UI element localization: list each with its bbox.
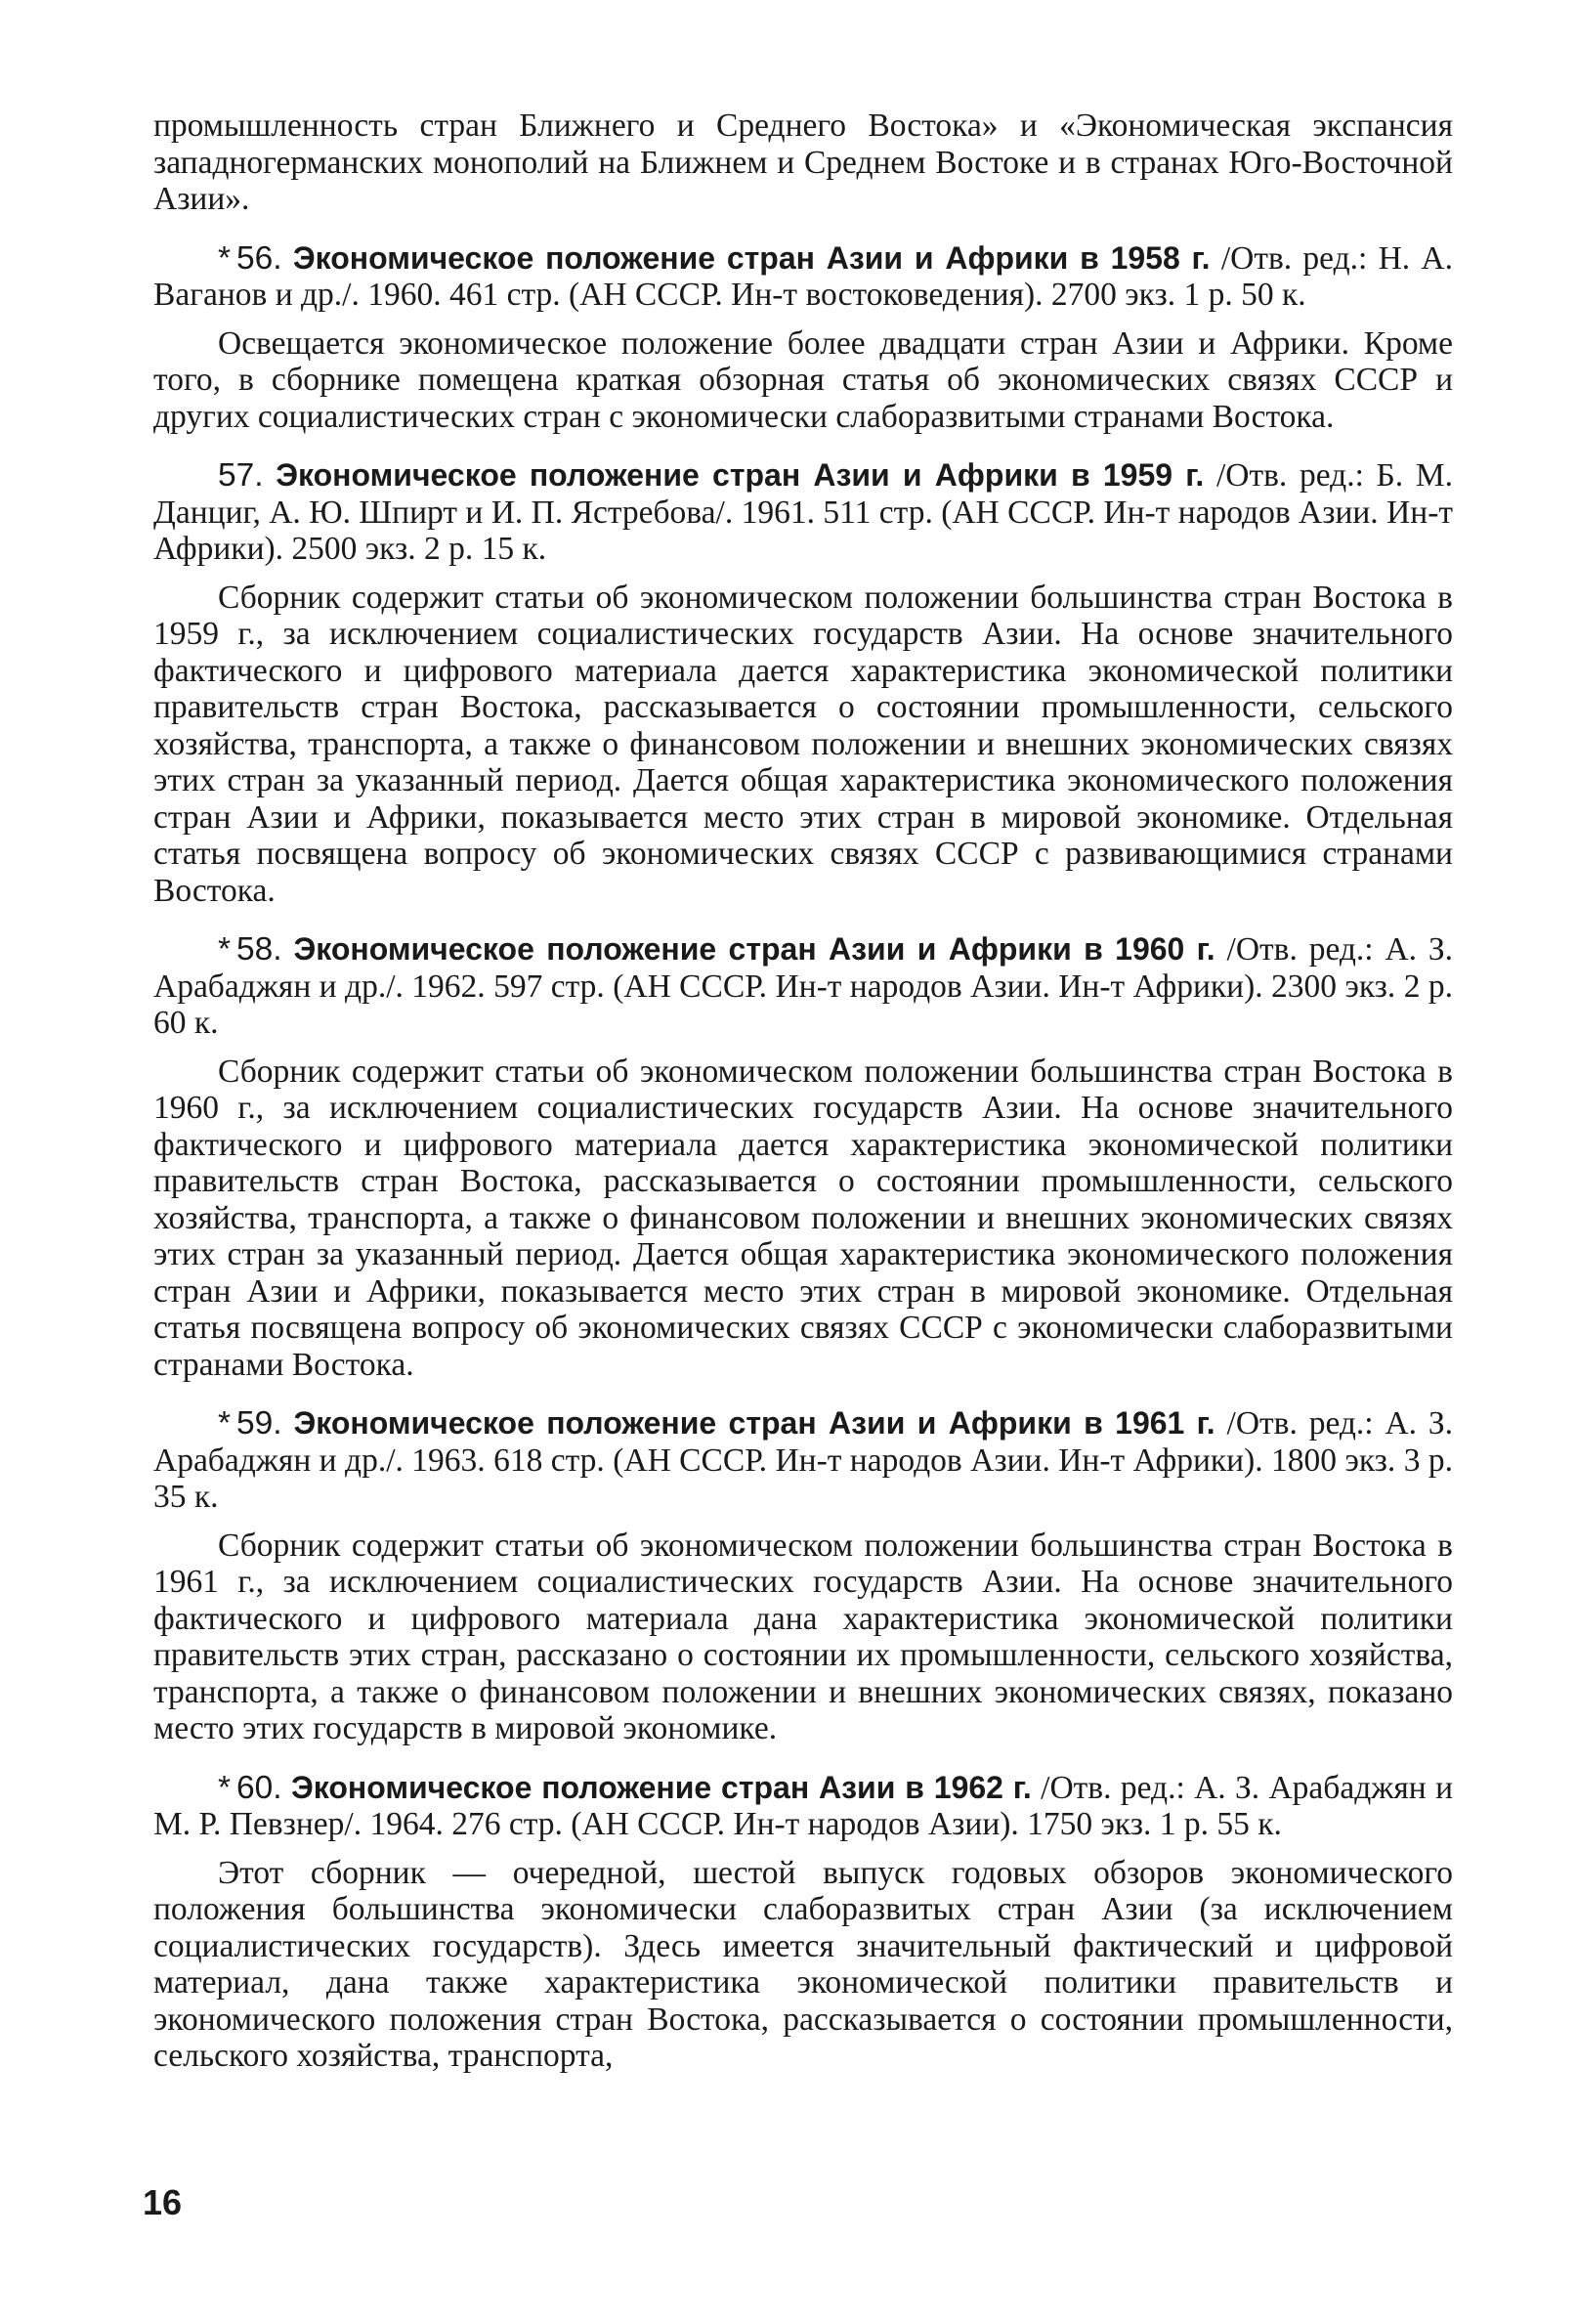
entry-60-citation: /Отв. ред.: А. З. Арабаджян и М. Р. Певзнер/. 1964. 276 стр. (АН СССР. Ин-т народов Азии). 1750 экз. 1 р. 55 к. [153,1769,1454,1842]
entry-58-asterisk: * [218,931,232,968]
entry-56-title: Экономическое положение стран Азии и Африки в 1958 г. [292,239,1211,276]
entry-58-citation: /Отв. ред.: А. З. Арабаджян и др./. 1962. 597 стр. (АН СССР. Ин-т народов Азии. Ин-т Африки). 2300 экз. 2 р. 60 к. [153,931,1454,1041]
page-number: 16 [143,2182,183,2222]
entry-56-heading [153,240,1453,314]
entry-59-title: Экономическое положение стран Азии и Африки в 1961 г. [293,1405,1215,1441]
entry-58-annotation: Сборник содержит статьи об экономическом положении большинства стран Востока в 1960 г., за исключением социалистических государств Азии. На основе значительного фактического и цифрового материала дается характеристика экономической политики правительств стран Востока, рассказывается о состоянии промышленности, сельского хозяйства, транспорта, а также о финансовом положении и внешних экономических связях этих стран за указанный период. Дается общая характеристика экономического положения стран Азии и Африки, показывается место этих стран в мировой экономике. Отдельная статья посвящена вопросу об экономических связях СССР с экономически слаборазвитыми странами Востока. [153,1053,1453,1383]
entry-60-title: Экономическое положение стран Азии в 1962 г. [290,1769,1032,1805]
entry-57-heading [153,457,1453,568]
entry-60-asterisk: * [218,1769,232,1806]
entry-57-number: 57. [218,457,264,494]
entry-56-number: 56. [236,239,282,277]
entry-60-number: 60. [236,1769,282,1806]
entry-56-asterisk: * [218,239,232,277]
entry-57-title: Экономическое положение стран Азии и Африки в 1959 г. [276,457,1205,493]
entry-59-number: 59. [236,1405,282,1442]
intro-paragraph: промышленность стран Ближнего и Среднего Востока» и «Экономическая экспансия западногерманских монополий на Ближнем и Среднем Востоке и в странах Юго-Восточной Азии». [153,108,1453,217]
entry-59-citation: /Отв. ред.: А. З. Арабаджян и др./. 1963. 618 стр. (АН СССР. Ин-т народов Азии. Ин-т Африки). 1800 экз. 3 р. 35 к. [153,1405,1454,1515]
entry-58-number: 58. [236,931,282,968]
entry-56-citation: /Отв. ред.: Н. А. Ваганов и др./. 1960. 461 стр. (АН СССР. Ин-т востоковедения). 2700 экз. 1 р. 50 к. [153,239,1453,313]
entry-58-heading [153,931,1453,1042]
entry-60-annotation: Этот сборник — очередной, шестой выпуск годовых обзоров экономического положения большинства экономически слаборазвитых стран Азии (за исключением социалистических государств). Здесь имеется значительный фактический и цифровой материал, дана также характеристика экономической политики правительств и экономического положения стран Востока, рассказывается о состоянии промышленности, сельского хозяйства, транспорта, [153,1854,1453,2074]
entry-59-heading [153,1405,1453,1516]
entry-59-asterisk: * [218,1405,232,1442]
entry-60-heading [153,1770,1453,1843]
entry-59-annotation: Сборник содержит статьи об экономическом положении большинства стран Востока в 1961 г., за исключением социалистических государств Азии. На основе значительного фактического и цифрового материала дана характеристика экономической политики правительств этих стран, рассказано о состоянии их промышленности, сельского хозяйства, транспорта, а также о финансовом положении и внешних экономических связях, показано место этих государств в мировой экономике. [153,1527,1453,1746]
entry-56-annotation: Освещается экономическое положение более двадцати стран Азии и Африки. Кроме того, в сборнике помещена краткая обзорная статья об экономических связях СССР и других социалистических стран с экономически слаборазвитыми странами Востока. [153,324,1453,435]
entry-58-title: Экономическое положение стран Азии и Африки в 1960 г. [293,931,1215,967]
entry-57-citation: /Отв. ред.: Б. М. Данциг, А. Ю. Шпирт и И. П. Ястребова/. 1961. 511 стр. (АН СССР. Ин-т народов Азии. Ин-т Африки). 2500 экз. 2 р. 15 к. [153,457,1454,567]
document-page [153,108,1453,2075]
entry-57-annotation: Сборник содержит статьи об экономическом положении большинства стран Востока в 1959 г., за исключением социалистических государств Азии. На основе значительного фактического и цифрового материала дается характеристика экономической политики правительств стран Востока, рассказывается о состоянии промышленности, сельского хозяйства, транспорта, а также о финансовом положении и внешних экономических связях этих стран за указанный период. Дается общая характеристика экономического положения стран Азии и Африки, показывается место этих стран в мировой экономике. Отдельная статья посвящена вопросу об экономических связях СССР с развивающимися странами Востока. [153,579,1453,909]
